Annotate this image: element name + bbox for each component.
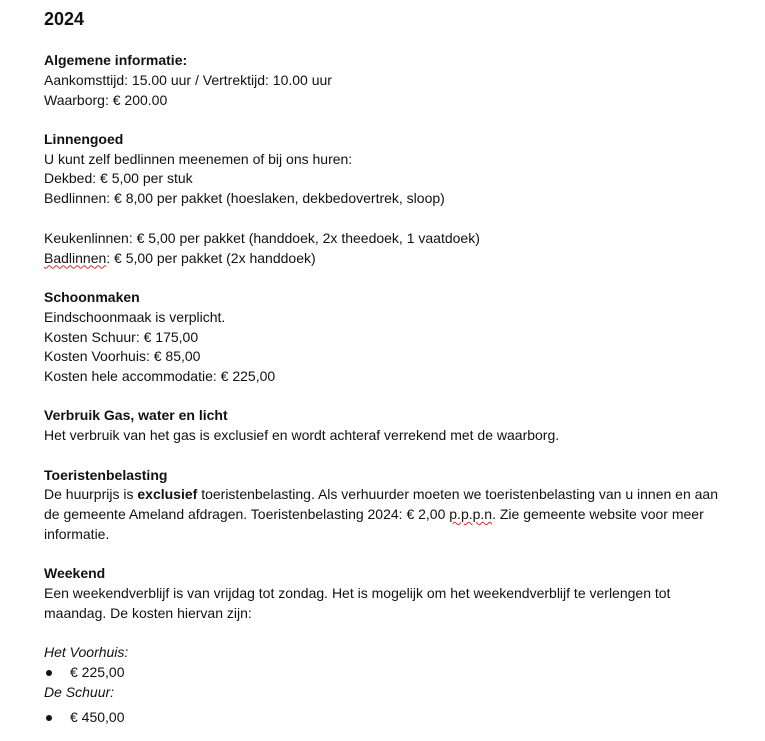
deposit: Waarborg: € 200.00 (44, 91, 168, 108)
section-weekend (44, 564, 721, 727)
cleaning-mandatory: Eindschoonmaak is verplicht. (44, 308, 226, 325)
tax-text (44, 485, 721, 544)
section-linen (44, 130, 721, 269)
voorhuis-label: Het Voorhuis: (44, 644, 129, 661)
spellcheck-abbr: p.p.p.n (449, 506, 493, 523)
cleaning-whole: Kosten hele accommodatie: € 225,00 (44, 368, 276, 385)
linen-heading: Linnengoed (44, 130, 124, 147)
list-item (44, 708, 721, 728)
tax-mid: toeristenbelasting. Als verhuurder moeten we toeristenbelasting van u innen en aan de gemeente Ameland afdragen. Toeristenbelasting 2024: € 2,00 (44, 486, 718, 523)
linen-badlinnen (44, 249, 721, 269)
bullet-icon (46, 715, 52, 721)
document-title: 2024 (44, 9, 85, 29)
schuur-price: € 450,00 (70, 708, 125, 725)
tax-pre: De huurprijs is (44, 486, 138, 503)
tax-post: . Zie gemeente website voor meer informatie. (44, 506, 704, 542)
section-general (44, 51, 721, 110)
tax-bold: exclusief (137, 486, 198, 503)
cleaning-voorhuis: Kosten Voorhuis: € 85,00 (44, 348, 201, 365)
cleaning-schuur: Kosten Schuur: € 175,00 (44, 328, 199, 345)
usage-heading: Verbruik Gas, water en licht (44, 407, 228, 424)
linen-badlinnen-rest: : € 5,00 per pakket (2x handdoek) (106, 249, 316, 266)
section-cleaning (44, 288, 721, 387)
linen-intro: U kunt zelf bedlinnen meenemen of bij ons huren: (44, 150, 353, 167)
weekend-text: Een weekendverblijf is van vrijdag tot zondag. Het is mogelijk om het weekendverblijf te verlengen tot maandag. De kosten hiervan zijn: (44, 585, 671, 621)
list-item (44, 663, 721, 683)
voorhuis-price: € 225,00 (70, 664, 125, 681)
bullet-icon (46, 670, 52, 676)
general-heading: Algemene informatie: (44, 52, 188, 68)
arrival-departure-times: Aankomsttijd: 15.00 uur / Vertrektijd: 10.00 uur (44, 71, 332, 88)
weekend-heading: Weekend (44, 565, 106, 582)
cleaning-heading: Schoonmaken (44, 288, 140, 305)
usage-text: Het verbruik van het gas is exclusief en wordt achteraf verrekend met de waarborg. (44, 427, 560, 444)
tax-heading: Toeristenbelasting (44, 466, 168, 483)
linen-keukenlinnen: Keukenlinnen: € 5,00 per pakket (handdoek, 2x theedoek, 1 vaatdoek) (44, 229, 480, 246)
linen-dekbed: Dekbed: € 5,00 per stuk (44, 170, 193, 187)
section-tax (44, 466, 721, 545)
spellcheck-word: Badlinnen (44, 249, 107, 266)
schuur-label: De Schuur: (44, 684, 115, 701)
linen-bedlinnen: Bedlinnen: € 8,00 per pakket (hoeslaken, dekbedovertrek, sloop) (44, 190, 445, 207)
section-usage (44, 406, 721, 446)
